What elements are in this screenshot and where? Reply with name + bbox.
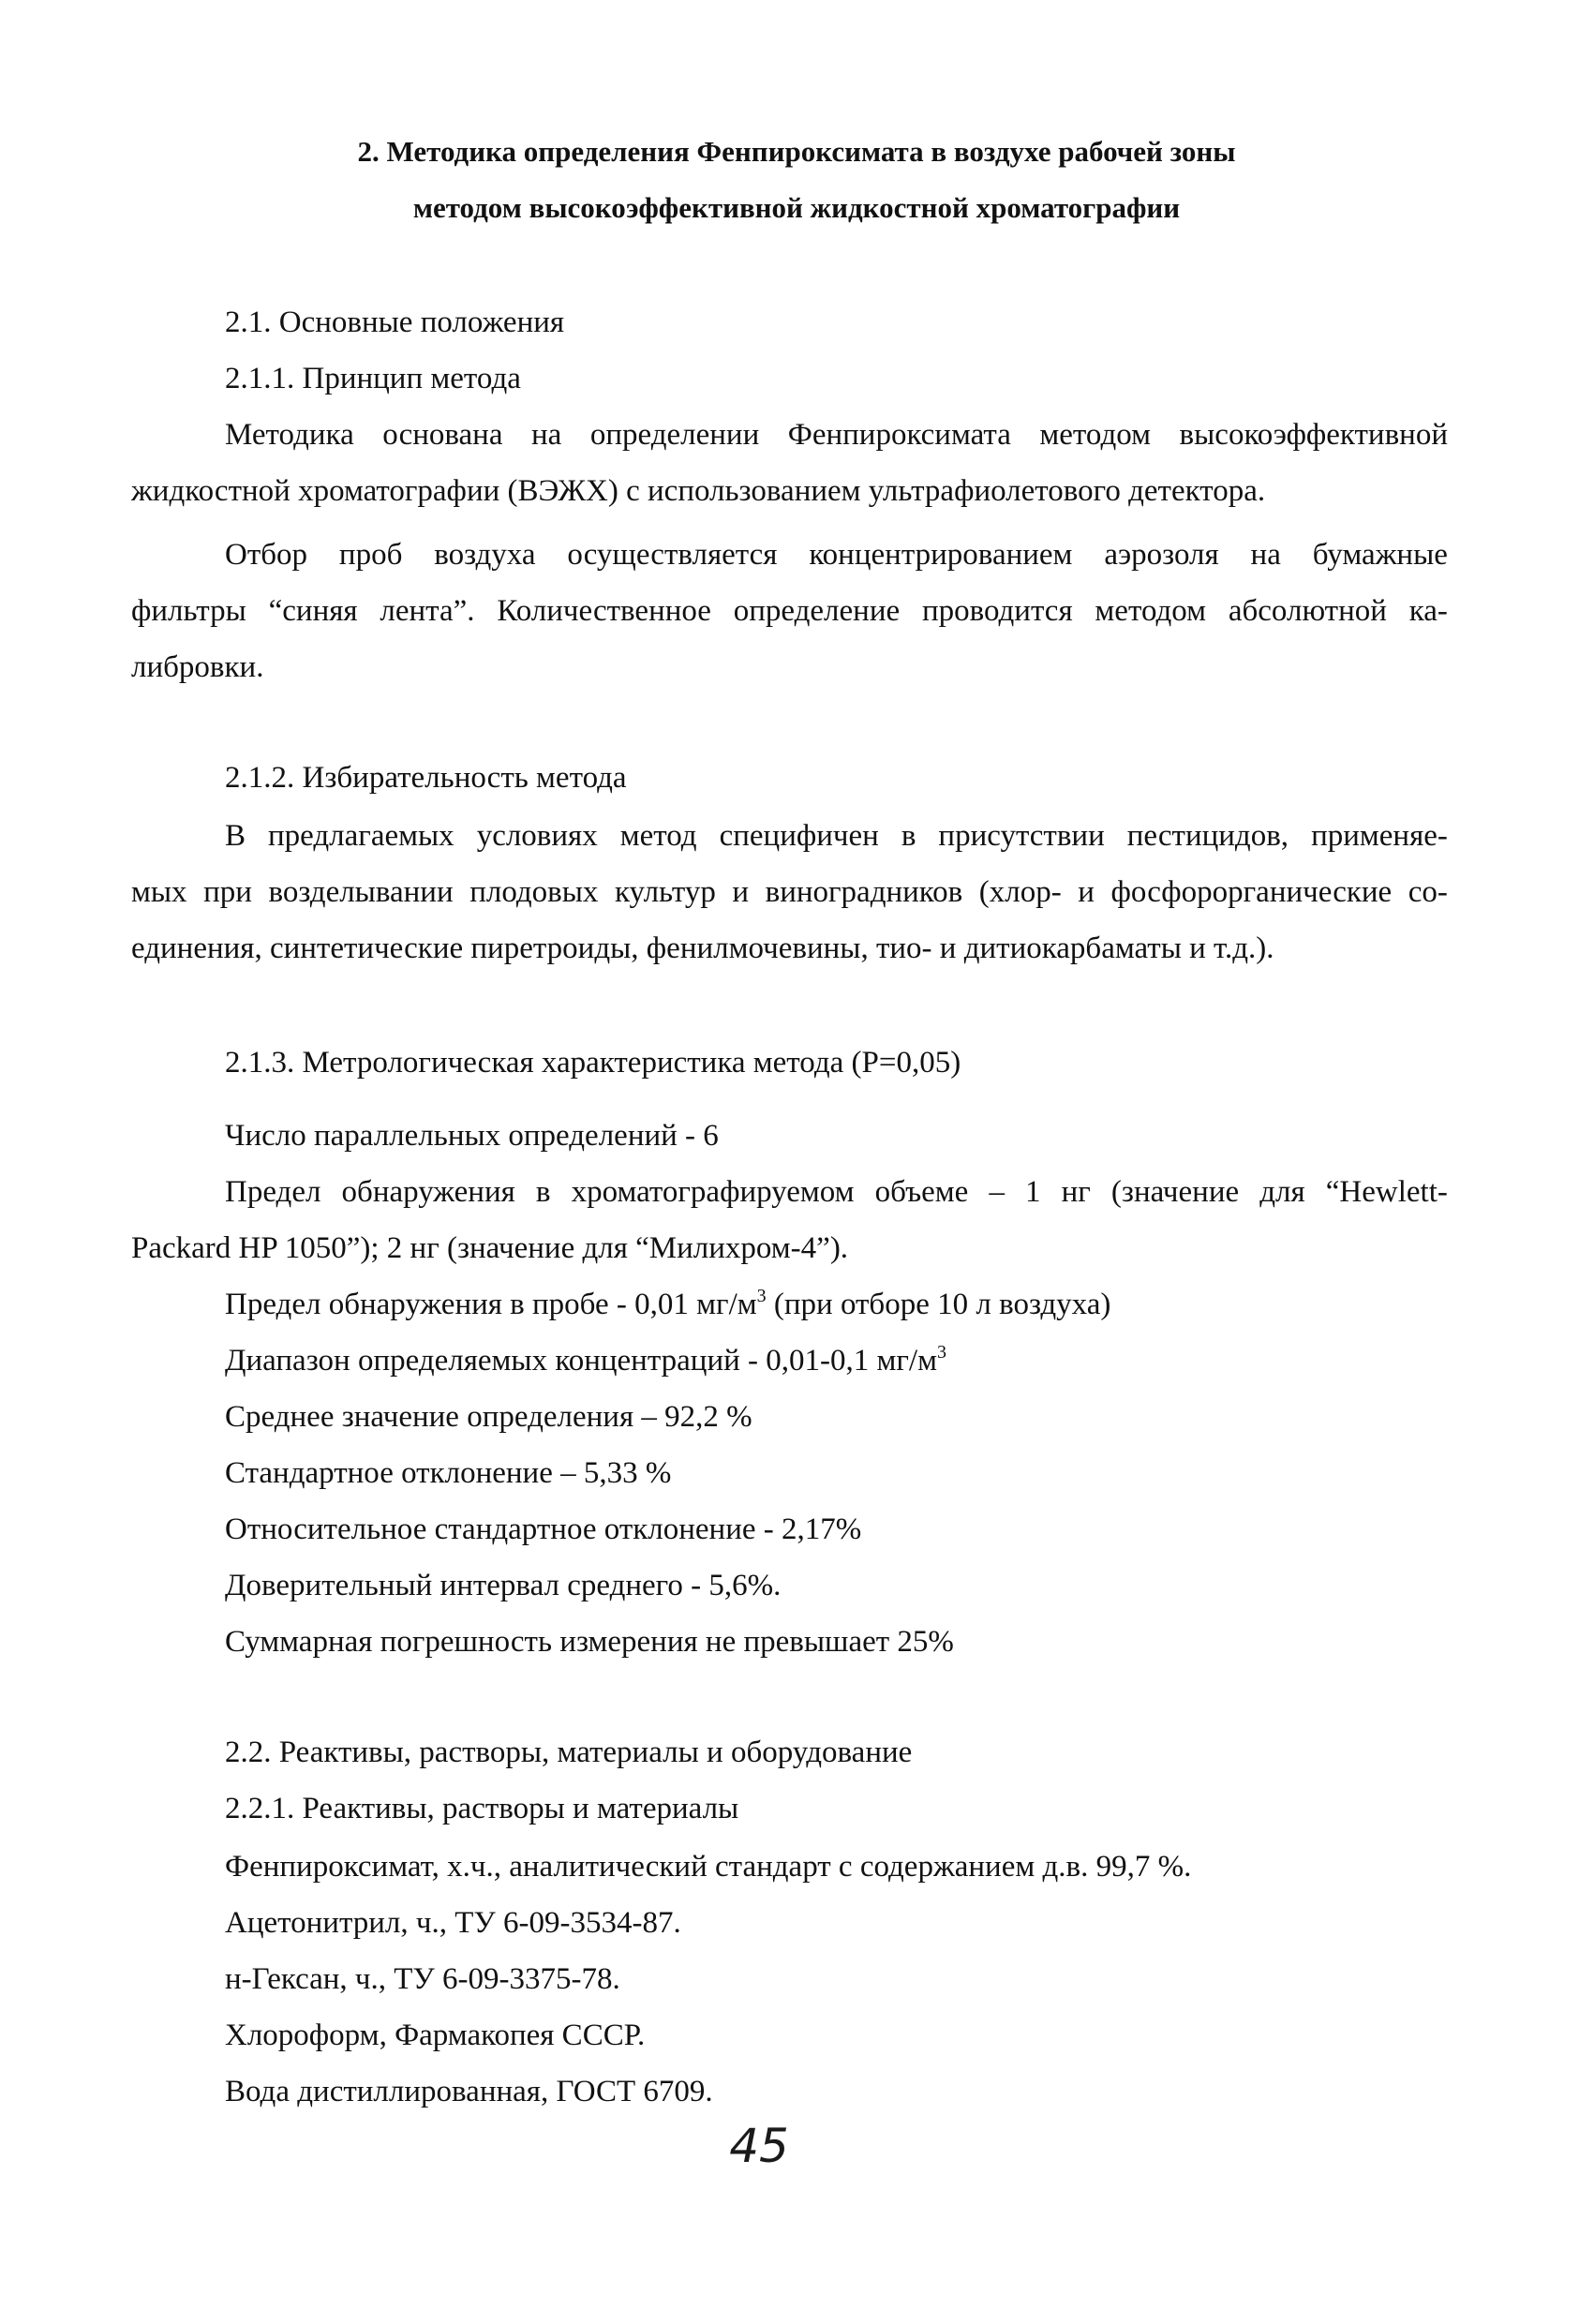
heading-line-1: 2. Методика определения Фенпироксимата в воздухе рабочей зоны: [357, 135, 1236, 168]
word: и: [732, 875, 750, 909]
selectivity-para-line-1: [225, 817, 1448, 855]
sampling-para-line-1: [225, 536, 1448, 574]
word: метод: [619, 819, 697, 853]
word: плодовых: [469, 875, 599, 909]
selectivity-para-line-2: [131, 873, 1448, 911]
word: Отбор: [225, 538, 308, 572]
detection-limit-chrom-line-2: Packard HP 1050”); 2 нг (значение для “Милихром-4”).: [131, 1231, 849, 1265]
word: аэрозоля: [1104, 538, 1219, 572]
word: в: [901, 819, 916, 853]
relative-standard-deviation: Относительное стандартное отклонение - 2,17%: [225, 1512, 862, 1546]
word: в: [535, 1175, 551, 1209]
word: обнаружения: [341, 1175, 515, 1209]
parallel-determinations: Число параллельных определений - 6: [225, 1119, 719, 1153]
word: основана: [382, 418, 503, 452]
word: применяе-: [1311, 819, 1448, 853]
word: лента”.: [380, 594, 475, 628]
word: “Hewlett-: [1325, 1175, 1448, 1209]
word: (значение: [1110, 1175, 1240, 1209]
detection-limit-sample: Предел обнаружения в пробе - 0,01 $мг/м^3$ (при отборе 10 л воздуха): [225, 1286, 1111, 1321]
word: осуществляется: [567, 538, 778, 572]
word: присутствии: [938, 819, 1105, 853]
heading-line-2: методом высокоэффективной жидкостной хроматографии: [412, 191, 1181, 224]
word: виноградников: [765, 875, 963, 909]
word: Предел: [225, 1175, 321, 1209]
word: абсолютной: [1228, 594, 1387, 628]
word: хроматографируемом: [571, 1175, 855, 1209]
sampling-para-line-2: [131, 592, 1448, 630]
word: на: [531, 418, 562, 452]
word: фильтры: [131, 594, 246, 628]
sampling-para-line-3: либровки.: [131, 650, 264, 684]
word: пестицидов,: [1126, 819, 1289, 853]
principle-para-line-1: [225, 416, 1448, 454]
word: определении: [589, 418, 760, 452]
word: при: [203, 875, 252, 909]
word: Фенпироксимата: [787, 418, 1011, 452]
principle-para-line-2: жидкостной хроматографии (ВЭЖХ) с использованием ультрафиолетового детектора.: [131, 474, 1266, 508]
word: фосфорорганические: [1110, 875, 1393, 909]
section-2-2-title: 2.2. Реактивы, растворы, материалы и оборудование: [225, 1736, 913, 1769]
confidence-interval: Доверительный интервал среднего - 5,6%.: [225, 1569, 782, 1602]
word: объеме: [874, 1175, 969, 1209]
word: проб: [338, 538, 403, 572]
word: для: [1259, 1175, 1305, 1209]
word: со-: [1408, 875, 1448, 909]
total-error: Суммарная погрешность измерения не превышает 25%: [225, 1625, 954, 1659]
word: воздуха: [434, 538, 536, 572]
reagent-item: Фенпироксимат, х.ч., аналитический стандарт с содержанием д.в. 99,7 %.: [225, 1850, 1192, 1884]
word: Методика: [225, 418, 354, 452]
word: бумажные: [1312, 538, 1448, 572]
word: условиях: [476, 819, 598, 853]
word: концентрированием: [809, 538, 1073, 572]
word: 1: [1025, 1175, 1041, 1209]
word: на: [1250, 538, 1281, 572]
selectivity-para-line-3: единения, синтетические пиретроиды, фенилмочевины, тио- и дитиокарбаматы и т.д.).: [131, 931, 1274, 965]
word: специфичен: [719, 819, 879, 853]
word: возделывании: [268, 875, 454, 909]
word: Количественное: [497, 594, 711, 628]
word: и: [1078, 875, 1095, 909]
reagent-item: Ацетонитрил, ч., ТУ 6-09-3534-87.: [225, 1906, 681, 1940]
word: методом: [1039, 418, 1152, 452]
word: (хлор-: [978, 875, 1062, 909]
word: В: [225, 819, 246, 853]
subsection-2-1-1-title: 2.1.1. Принцип метода: [225, 362, 521, 395]
word: “синяя: [268, 594, 358, 628]
section-2-1-title: 2.1. Основные положения: [225, 305, 565, 339]
reagent-item: н-Гексан, ч., ТУ 6-09-3375-78.: [225, 1962, 620, 1996]
standard-deviation: Стандартное отклонение – 5,33 %: [225, 1456, 672, 1490]
word: ка-: [1408, 594, 1448, 628]
word: –: [989, 1175, 1005, 1209]
word: определение: [733, 594, 901, 628]
mean-value: Среднее значение определения – 92,2 %: [225, 1400, 752, 1434]
subsection-2-1-2-title: 2.1.2. Избирательность метода: [225, 761, 627, 795]
word: высокоэффективной: [1179, 418, 1448, 452]
subsection-2-2-1-title: 2.2.1. Реактивы, растворы и материалы: [225, 1792, 739, 1825]
subsection-2-1-3-title: 2.1.3. Метрологическая характеристика метода (Р=0,05): [225, 1046, 961, 1080]
word: мых: [131, 875, 187, 909]
reagent-item: Хлороформ, Фармакопея СССР.: [225, 2019, 646, 2052]
word: методом: [1095, 594, 1207, 628]
concentration-range: Диапазон определяемых концентраций - 0,01-0,1 $мг/м^3$: [225, 1342, 946, 1378]
page-number: 45: [729, 2119, 789, 2173]
detection-limit-chrom-line-1: [225, 1173, 1448, 1211]
word: культур: [614, 875, 716, 909]
word: предлагаемых: [268, 819, 454, 853]
word: нг: [1061, 1175, 1091, 1209]
reagent-item: Вода дистиллированная, ГОСТ 6709.: [225, 2075, 713, 2108]
word: проводится: [921, 594, 1073, 628]
